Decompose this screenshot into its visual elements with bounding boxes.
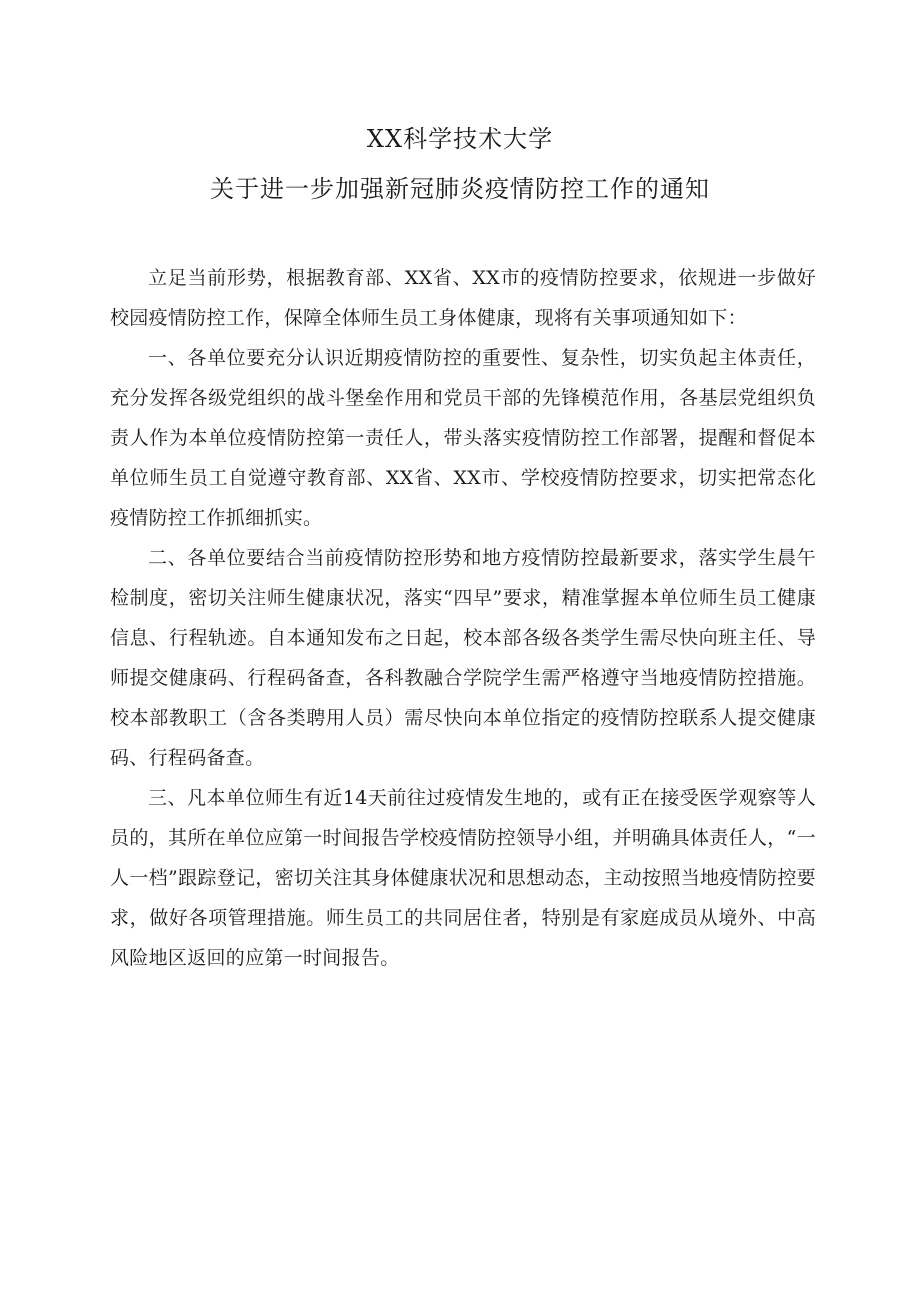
paragraph-item-1: 一、各单位要充分认识近期疫情防控的重要性、复杂性，切实负起主体责任，充分发挥各级党组织的战斗堡垒作用和党员干部的先锋模范作用，各基层党组织负责人作为本单位疫情防控第一责任人，带头落实疫情防控工作部署，提醒和督促本单位师生员工自觉遵守教育部、XX省、XX市、学校疫情防控要求，切实把常态化疫情防控工作抓细抓实。: [110, 347, 816, 529]
paragraph-item-2: 二、各单位要结合当前疫情防控形势和地方疫情防控最新要求，落实学生晨午检制度，密切关注师生健康状况，落实“四早”要求，精准掌握本单位师生员工健康信息、行程轨迹。自本通知发布之日起，校本部各级各类学生需尽快向班主任、导师提交健康码、行程码备查，各科教融合学院学生需严格遵守当地疫情防控措施。校本部教职工（含各类聘用人员）需尽快向本单位指定的疫情防控联系人提交健康码、行程码备查。: [110, 547, 816, 769]
paragraph-item-3: 三、凡本单位师生有近14天前往过疫情发生地的，或有正在接受医学观察等人员的，其所在单位应第一时间报告学校疫情防控领导小组，并明确具体责任人，“一人一档”跟踪登记，密切关注其身体健康状况和思想动态，主动按照当地疫情防控要求，做好各项管理措施。师生员工的共同居住者，特别是有家庭成员从境外、中高风险地区返回的应第一时间报告。: [110, 787, 816, 969]
document-title-notice: 关于进一步加强新冠肺炎疫情防控工作的通知: [210, 175, 710, 203]
document-body: [110, 258, 816, 978]
document-title-institution: XX科学技术大学: [366, 125, 554, 153]
paragraph-intro: 立足当前形势，根据教育部、XX省、XX市的疫情防控要求，依规进一步做好校园疫情防控工作，保障全体师生员工身体健康，现将有关事项通知如下：: [110, 267, 816, 329]
